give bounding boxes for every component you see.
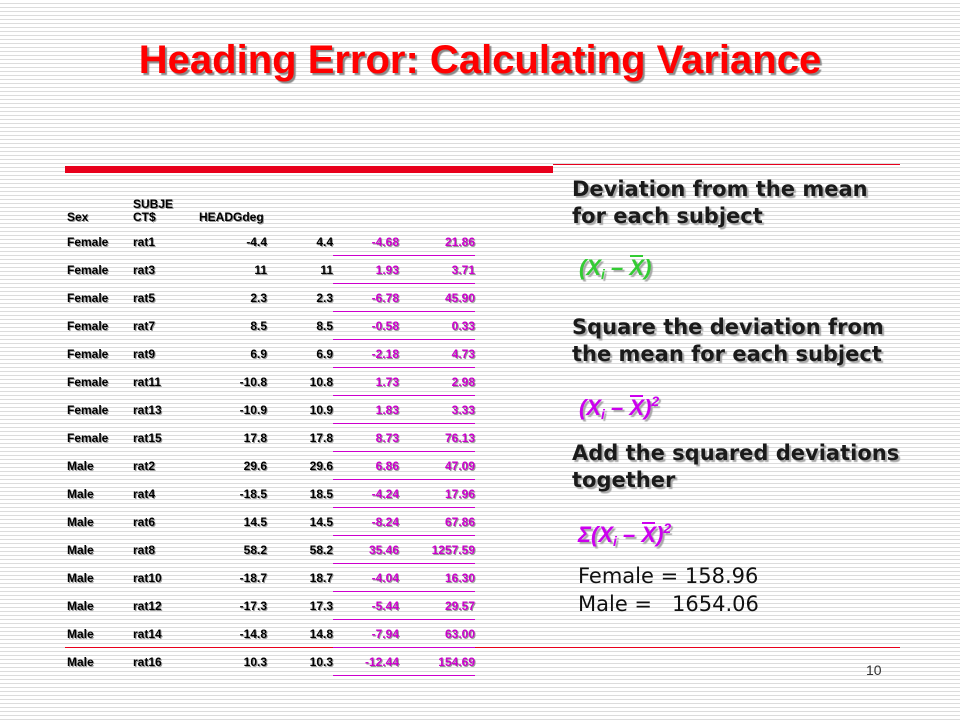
cell-subject: rat3 xyxy=(133,262,156,277)
cell-sex: Female xyxy=(67,318,109,333)
cell-squared-deviation: 29.57 xyxy=(399,592,475,620)
formula-x: X xyxy=(598,522,614,547)
table-row xyxy=(65,228,475,256)
header-sex: Sex xyxy=(67,210,89,224)
cell-abs-headgdeg: 4.4 xyxy=(316,234,333,249)
table-row xyxy=(65,564,475,592)
cell-subject: rat7 xyxy=(133,318,156,333)
squared-deviation-formula xyxy=(579,393,659,422)
cell-abs-headgdeg: 17.3 xyxy=(309,598,333,613)
cell-abs-headgdeg: 8.5 xyxy=(316,318,333,333)
cell-deviation: -12.44 xyxy=(333,648,399,676)
cell-headgdeg: -18.7 xyxy=(239,570,267,585)
formula-paren: ( xyxy=(591,522,599,547)
cell-headgdeg: 14.5 xyxy=(243,514,267,529)
cell-headgdeg: 17.8 xyxy=(243,430,267,445)
cell-abs-headgdeg: 6.9 xyxy=(316,346,333,361)
title-accent-bar xyxy=(65,166,553,173)
formula-squared: 2 xyxy=(663,520,672,536)
step2-text xyxy=(572,314,884,368)
cell-abs-headgdeg: 14.5 xyxy=(309,514,333,529)
table-row xyxy=(65,452,475,480)
cell-headgdeg: 58.2 xyxy=(243,542,267,557)
step1-line2: for each subject xyxy=(572,204,763,228)
formula-paren: ) xyxy=(644,255,652,280)
table-row xyxy=(65,368,475,396)
cell-squared-deviation: 3.71 xyxy=(399,256,475,284)
formula-x: X xyxy=(586,255,602,280)
cell-subject: rat13 xyxy=(133,402,162,417)
header-deviation xyxy=(333,190,399,228)
cell-squared-deviation: 1257.59 xyxy=(399,536,475,564)
cell-abs-headgdeg: 58.2 xyxy=(309,542,333,557)
cell-squared-deviation: 0.33 xyxy=(399,312,475,340)
cell-headgdeg: 2.3 xyxy=(250,290,267,305)
table-row xyxy=(65,508,475,536)
table-row xyxy=(65,648,475,676)
cell-headgdeg: -4.4 xyxy=(246,234,267,249)
cell-deviation: -7.94 xyxy=(333,620,399,648)
female-total: Female = 158.96 xyxy=(578,564,759,588)
cell-sex: Female xyxy=(67,346,109,361)
cell-deviation: -4.04 xyxy=(333,564,399,592)
cell-subject: rat10 xyxy=(133,570,162,585)
step1-text xyxy=(572,176,868,230)
step1-line1: Deviation from the mean xyxy=(572,177,868,201)
cell-squared-deviation: 4.73 xyxy=(399,340,475,368)
cell-headgdeg: 10.3 xyxy=(243,654,267,669)
table-row xyxy=(65,284,475,312)
cell-deviation: -4.24 xyxy=(333,480,399,508)
cell-squared-deviation: 2.98 xyxy=(399,368,475,396)
page-number: 10 xyxy=(866,662,882,678)
cell-subject: rat9 xyxy=(133,346,156,361)
cell-sex: Male xyxy=(67,654,94,669)
slide-title: Heading Error: Calculating Variance xyxy=(138,38,822,82)
step2-line1: Square the deviation from xyxy=(572,315,884,339)
sum-squared-formula xyxy=(578,520,671,549)
cell-headgdeg: -17.3 xyxy=(239,598,267,613)
cell-headgdeg: 8.5 xyxy=(250,318,267,333)
cell-sex: Female xyxy=(67,290,109,305)
formula-minus: – xyxy=(616,522,642,547)
cell-headgdeg: -18.5 xyxy=(239,486,267,501)
table-header-row xyxy=(65,190,475,228)
cell-deviation: 6.86 xyxy=(333,452,399,480)
cell-deviation: -0.58 xyxy=(333,312,399,340)
cell-headgdeg: 11 xyxy=(254,262,267,277)
cell-sex: Female xyxy=(67,234,109,249)
formula-subscript: i xyxy=(601,266,605,282)
header-subject xyxy=(133,190,199,228)
cell-deviation: -4.68 xyxy=(333,228,399,256)
table-body xyxy=(65,228,475,676)
cell-subject: rat15 xyxy=(133,430,162,445)
table-row xyxy=(65,424,475,452)
cell-squared-deviation: 17.96 xyxy=(399,480,475,508)
cell-headgdeg: 6.9 xyxy=(250,346,267,361)
formula-x: X xyxy=(586,395,602,420)
cell-abs-headgdeg: 10.3 xyxy=(309,654,333,669)
cell-subject: rat11 xyxy=(133,374,162,389)
table-row xyxy=(65,396,475,424)
cell-headgdeg: -10.8 xyxy=(239,374,267,389)
cell-headgdeg: 29.6 xyxy=(243,458,267,473)
step2-line2: the mean for each subject xyxy=(572,342,882,366)
step3-line1: Add the squared deviations xyxy=(572,441,900,465)
table-row xyxy=(65,256,475,284)
deviation-formula xyxy=(579,255,651,282)
formula-paren: ) xyxy=(656,522,664,547)
formula-xbar: X xyxy=(629,395,645,420)
cell-deviation: 8.73 xyxy=(333,424,399,452)
cell-squared-deviation: 76.13 xyxy=(399,424,475,452)
formula-minus: – xyxy=(604,395,630,420)
cell-subject: rat12 xyxy=(133,598,162,613)
table-row xyxy=(65,312,475,340)
formula-minus: – xyxy=(604,255,630,280)
cell-squared-deviation: 21.86 xyxy=(399,228,475,256)
formula-xbar: X xyxy=(629,255,645,280)
table-row xyxy=(65,620,475,648)
formula-subscript: i xyxy=(613,533,617,549)
cell-abs-headgdeg: 10.8 xyxy=(309,374,333,389)
cell-sex: Female xyxy=(67,402,109,417)
table-row xyxy=(65,340,475,368)
formula-paren: ) xyxy=(644,395,652,420)
cell-subject: rat6 xyxy=(133,514,156,529)
cell-sex: Male xyxy=(67,598,94,613)
cell-squared-deviation: 154.69 xyxy=(399,648,475,676)
formula-paren: ( xyxy=(579,395,587,420)
cell-sex: Male xyxy=(67,570,94,585)
cell-subject: rat4 xyxy=(133,486,156,501)
cell-subject: rat1 xyxy=(133,234,156,249)
cell-headgdeg: -14.8 xyxy=(239,626,267,641)
formula-subscript: i xyxy=(601,406,605,422)
variance-data-table xyxy=(65,190,475,676)
cell-sex: Male xyxy=(67,542,94,557)
cell-squared-deviation: 16.30 xyxy=(399,564,475,592)
cell-abs-headgdeg: 17.8 xyxy=(309,430,333,445)
cell-subject: rat2 xyxy=(133,458,156,473)
cell-subject: rat5 xyxy=(133,290,156,305)
cell-squared-deviation: 47.09 xyxy=(399,452,475,480)
cell-subject: rat14 xyxy=(133,626,162,641)
cell-deviation: 35.46 xyxy=(333,536,399,564)
cell-abs-headgdeg: 29.6 xyxy=(309,458,333,473)
cell-squared-deviation: 3.33 xyxy=(399,396,475,424)
table-row xyxy=(65,480,475,508)
cell-deviation: 1.83 xyxy=(333,396,399,424)
cell-deviation: 1.93 xyxy=(333,256,399,284)
cell-sex: Female xyxy=(67,430,109,445)
cell-squared-deviation: 45.90 xyxy=(399,284,475,312)
cell-abs-headgdeg: 10.9 xyxy=(309,402,333,417)
table-row xyxy=(65,592,475,620)
cell-subject: rat8 xyxy=(133,542,156,557)
header-squared xyxy=(399,190,475,228)
cell-sex: Female xyxy=(67,262,109,277)
cell-squared-deviation: 67.86 xyxy=(399,508,475,536)
table-row xyxy=(65,536,475,564)
formula-paren: ( xyxy=(579,255,587,280)
step3-text xyxy=(572,440,899,494)
step3-line2: together xyxy=(572,468,676,492)
cell-sex: Female xyxy=(67,374,109,389)
formula-squared: 2 xyxy=(651,393,660,409)
cell-deviation: 1.73 xyxy=(333,368,399,396)
cell-deviation: -6.78 xyxy=(333,284,399,312)
header-subject-line2: CT$ xyxy=(133,210,156,224)
cell-abs-headgdeg: 2.3 xyxy=(316,290,333,305)
cell-deviation: -8.24 xyxy=(333,508,399,536)
cell-sex: Male xyxy=(67,626,94,641)
cell-abs-headgdeg: 14.8 xyxy=(309,626,333,641)
cell-deviation: -2.18 xyxy=(333,340,399,368)
cell-squared-deviation: 63.00 xyxy=(399,620,475,648)
formula-xbar: X xyxy=(641,522,657,547)
cell-subject: rat16 xyxy=(133,654,162,669)
cell-sex: Male xyxy=(67,514,94,529)
cell-sex: Male xyxy=(67,458,94,473)
header-subject-line1: SUBJE xyxy=(133,197,174,211)
cell-abs-headgdeg: 18.7 xyxy=(309,570,333,585)
top-divider-line xyxy=(553,164,900,165)
header-abs xyxy=(267,190,333,228)
cell-headgdeg: -10.9 xyxy=(239,402,267,417)
cell-abs-headgdeg: 11 xyxy=(320,262,333,277)
sigma-symbol: Σ xyxy=(578,522,591,547)
male-total: Male = 1654.06 xyxy=(578,592,759,616)
cell-abs-headgdeg: 18.5 xyxy=(309,486,333,501)
cell-sex: Male xyxy=(67,486,94,501)
cell-deviation: -5.44 xyxy=(333,592,399,620)
header-headgdeg: HEADGdeg xyxy=(199,210,264,224)
